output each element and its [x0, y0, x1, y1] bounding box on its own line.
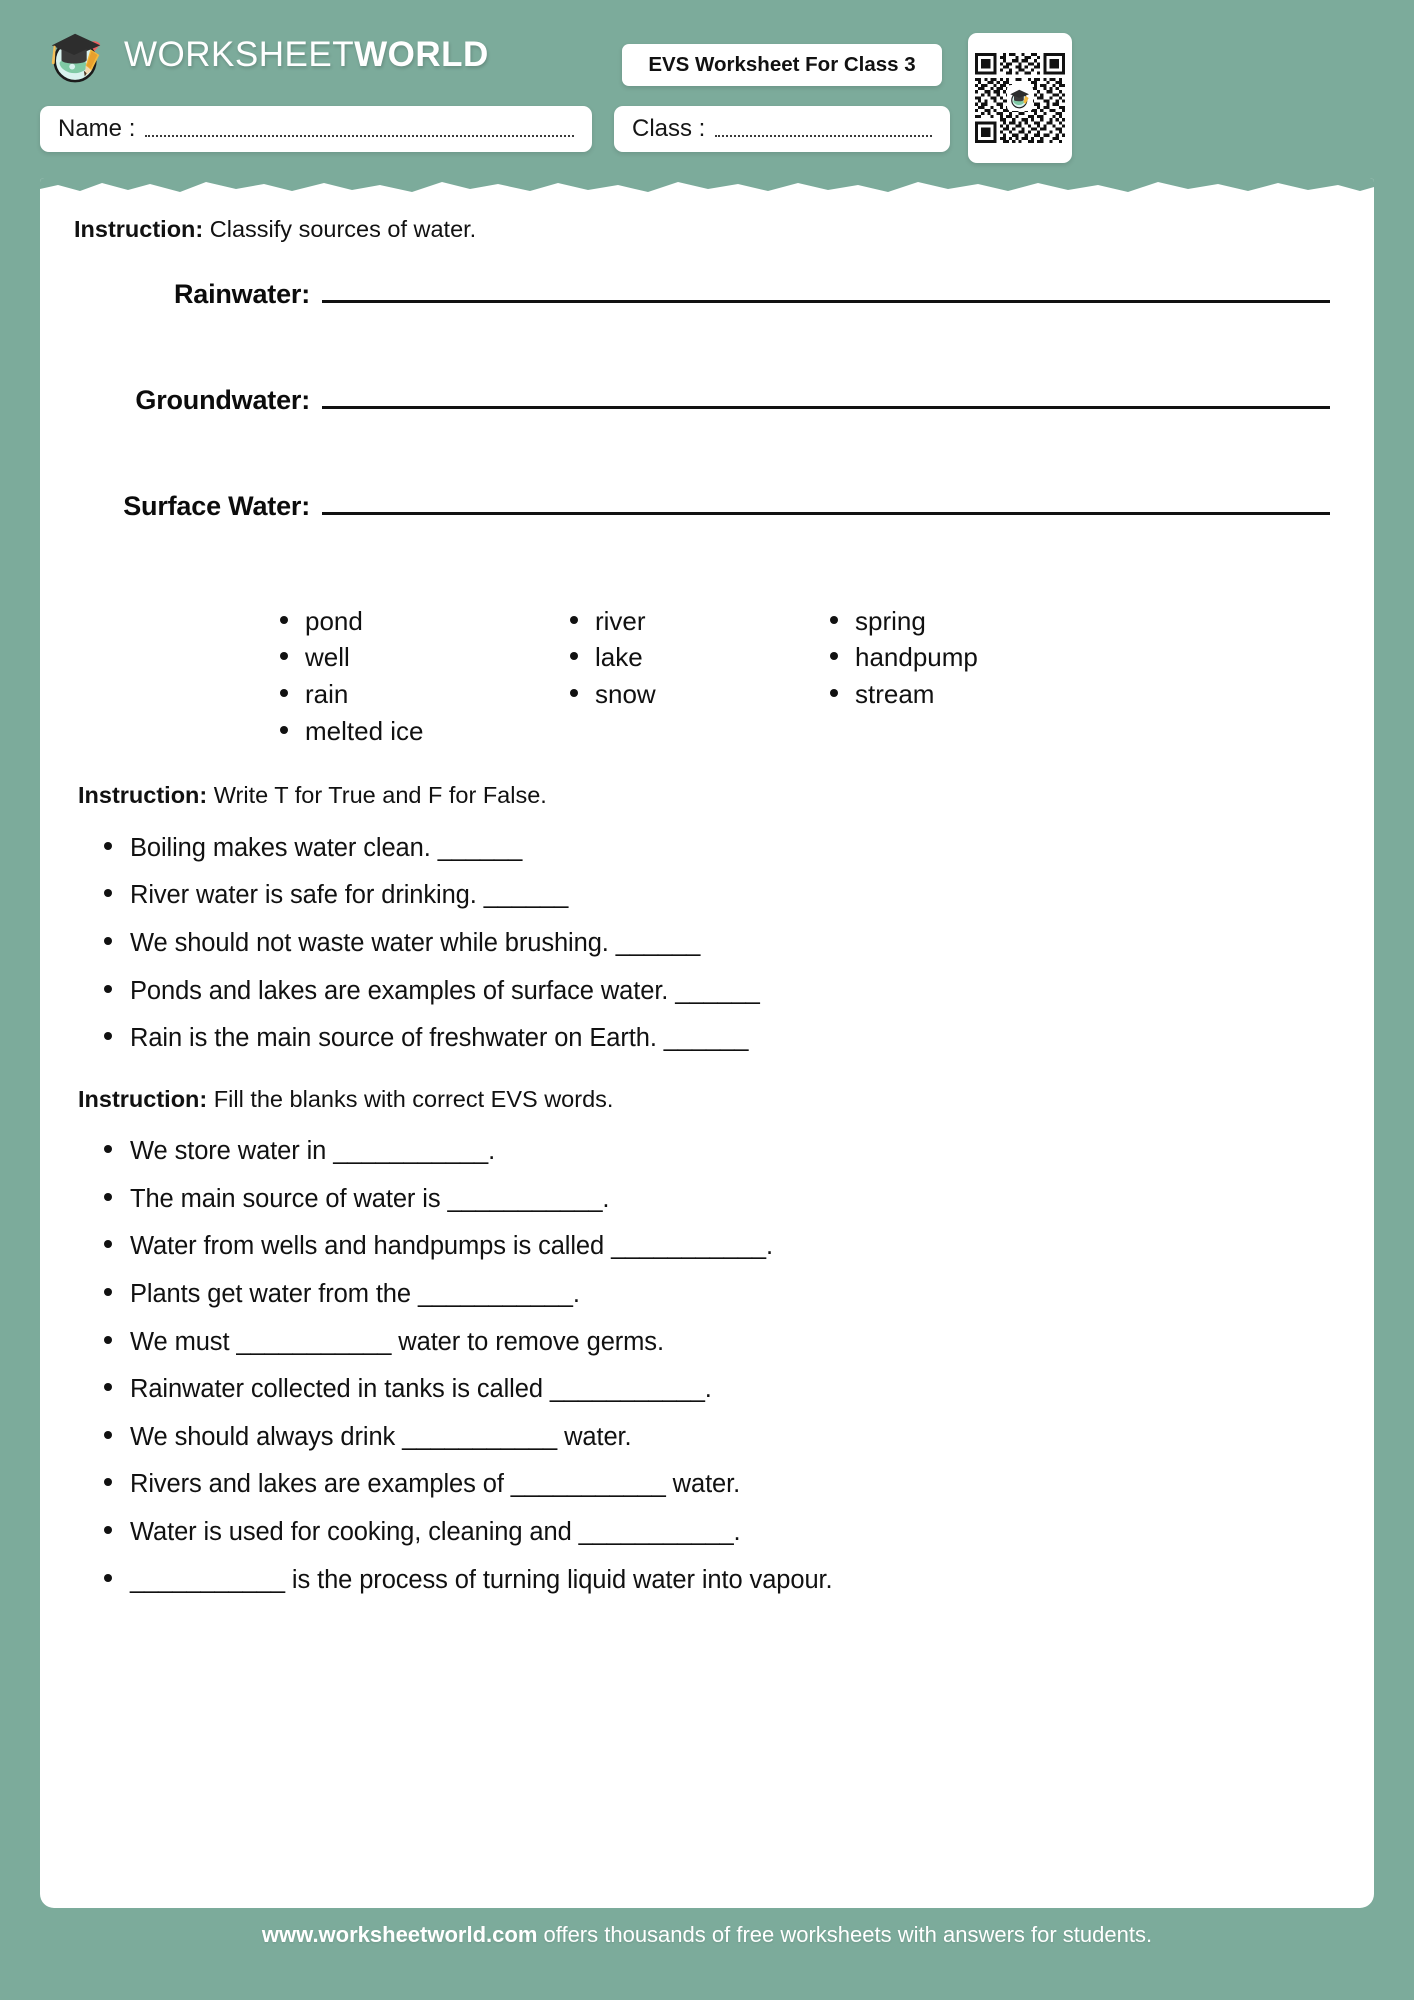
truefalse-item-text: River water is safe for drinking. ______ — [130, 881, 569, 910]
instruction-classify — [74, 214, 1340, 245]
fillblank-item[interactable] — [104, 1327, 1340, 1358]
instruction-fillblanks-text: Fill the blanks with correct EVS words. — [213, 1085, 614, 1112]
bullet-icon — [104, 1193, 112, 1201]
instruction-fillblanks — [78, 1084, 1340, 1115]
bullet-icon — [280, 652, 288, 660]
fillblank-item[interactable] — [104, 1184, 1340, 1215]
bullet-icon — [104, 1336, 112, 1344]
fillblank-item-text: Water from wells and handpumps is called ___________. — [130, 1232, 773, 1261]
word-bank-column-1 — [280, 603, 570, 751]
word-bank-label: pond — [305, 605, 363, 636]
bullet-icon — [280, 689, 288, 697]
qr-code[interactable] — [968, 33, 1072, 163]
bullet-icon — [104, 1478, 112, 1486]
word-bank-item[interactable] — [830, 603, 1120, 640]
fillblank-item[interactable] — [104, 1469, 1340, 1500]
instruction-classify-key: Instruction: — [74, 216, 204, 242]
brand-title-first: WORKSHEET — [124, 35, 355, 74]
student-fields — [40, 106, 950, 152]
bullet-icon — [830, 689, 838, 697]
qr-embedded-logo-icon — [1007, 85, 1033, 111]
sheet-body — [40, 178, 1374, 1595]
word-bank-label: stream — [855, 679, 935, 710]
word-bank — [74, 603, 1340, 751]
truefalse-item-text: We should not waste water while brushing. ______ — [130, 928, 701, 957]
fillblank-item-text: Water is used for cooking, cleaning and ___________. — [130, 1517, 741, 1546]
word-bank-item[interactable] — [280, 603, 570, 640]
fillblank-item-text: Plants get water from the ___________. — [130, 1280, 580, 1309]
word-bank-label: rain — [305, 679, 349, 710]
classify-label-surfacewater: Surface Water: — [123, 490, 310, 521]
brand-title — [124, 35, 489, 75]
fillblank-item[interactable] — [104, 1517, 1340, 1548]
bullet-icon — [104, 985, 112, 993]
fillblank-item-text: ___________ is the process of turning liquid water into vapour. — [130, 1565, 833, 1594]
bullet-icon — [104, 1032, 112, 1040]
word-bank-item[interactable] — [570, 603, 830, 640]
classify-row-rainwater — [74, 279, 1340, 385]
bullet-icon — [280, 616, 288, 624]
bullet-icon — [104, 1145, 112, 1153]
page-footer — [0, 1908, 1414, 2000]
fillblank-item-text: We must ___________ water to remove germs. — [130, 1327, 664, 1356]
worksheet-title-pill — [622, 44, 942, 86]
bullet-icon — [830, 616, 838, 624]
word-bank-item[interactable] — [280, 713, 570, 750]
bullet-icon — [104, 1288, 112, 1296]
truefalse-item[interactable] — [104, 976, 1340, 1007]
bullet-icon — [570, 689, 578, 697]
truefalse-item-text: Ponds and lakes are examples of surface water. ______ — [130, 976, 760, 1005]
worksheet-sheet — [40, 178, 1374, 1908]
bullet-icon — [104, 1240, 112, 1248]
instruction-truefalse-key: Instruction: — [78, 782, 208, 809]
classify-row-surfacewater — [74, 491, 1340, 597]
word-bank-label: snow — [595, 679, 656, 710]
bullet-icon — [104, 1574, 112, 1582]
fillblanks-list — [74, 1136, 1340, 1595]
word-bank-item[interactable] — [570, 639, 830, 676]
word-bank-label: well — [305, 642, 350, 673]
classify-answer-groundwater[interactable] — [322, 387, 1330, 409]
fillblank-item[interactable] — [104, 1136, 1340, 1167]
instruction-fillblanks-key: Instruction: — [78, 1085, 208, 1112]
fillblank-item-text: We store water in ___________. — [130, 1137, 496, 1166]
fillblanks-section — [74, 1084, 1340, 1595]
truefalse-item[interactable] — [104, 880, 1340, 911]
truefalse-item[interactable] — [104, 1023, 1340, 1054]
fillblank-item[interactable] — [104, 1422, 1340, 1453]
word-bank-label: melted ice — [305, 716, 424, 747]
truefalse-item-text: Rain is the main source of freshwater on Earth. ______ — [130, 1024, 749, 1053]
fillblank-item[interactable] — [104, 1565, 1340, 1596]
name-field[interactable] — [40, 106, 592, 152]
word-bank-item[interactable] — [280, 639, 570, 676]
bullet-icon — [104, 842, 112, 850]
bullet-icon — [104, 937, 112, 945]
classify-row-groundwater — [74, 385, 1340, 491]
bullet-icon — [280, 726, 288, 734]
worksheet-title: EVS Worksheet For Class 3 — [648, 53, 916, 76]
truefalse-item[interactable] — [104, 928, 1340, 959]
truefalse-item[interactable] — [104, 833, 1340, 864]
classify-label-groundwater: Groundwater: — [135, 384, 310, 415]
brand-title-second: WORLD — [354, 35, 489, 74]
truefalse-section — [74, 780, 1340, 1054]
class-field-input[interactable] — [715, 135, 932, 137]
name-field-label: Name : — [58, 115, 136, 142]
bullet-icon — [104, 1383, 112, 1391]
truefalse-item-text: Boiling makes water clean. ______ — [130, 833, 523, 862]
classify-block — [74, 279, 1340, 597]
word-bank-item[interactable] — [830, 639, 1120, 676]
word-bank-label: lake — [595, 642, 643, 673]
fillblank-item-text: Rainwater collected in tanks is called ___________. — [130, 1375, 712, 1404]
bullet-icon — [104, 889, 112, 897]
word-bank-column-2 — [570, 603, 830, 751]
word-bank-label: river — [595, 605, 646, 636]
fillblank-item-text: Rivers and lakes are examples of ___________ water. — [130, 1470, 741, 1499]
bullet-icon — [570, 652, 578, 660]
fillblank-item[interactable] — [104, 1279, 1340, 1310]
footer-url[interactable]: www.worksheetworld.com — [261, 1922, 538, 1947]
fillblank-item-text: The main source of water is ___________. — [130, 1184, 610, 1213]
bullet-icon — [570, 616, 578, 624]
word-bank-item[interactable] — [280, 676, 570, 713]
word-bank-item[interactable] — [830, 676, 1120, 713]
word-bank-column-3 — [830, 603, 1120, 751]
bullet-icon — [830, 652, 838, 660]
bullet-icon — [104, 1431, 112, 1439]
page-header — [0, 0, 1414, 176]
class-field-label: Class : — [632, 115, 706, 142]
classify-answer-rainwater[interactable] — [322, 281, 1330, 303]
fillblank-item[interactable] — [104, 1374, 1340, 1405]
classify-label-rainwater: Rainwater: — [173, 278, 310, 309]
classify-answer-surfacewater[interactable] — [322, 493, 1330, 515]
footer-text — [262, 1922, 1152, 1948]
class-field[interactable] — [614, 106, 950, 152]
truefalse-list — [74, 833, 1340, 1054]
instruction-truefalse — [78, 780, 1340, 811]
bullet-icon — [104, 1526, 112, 1534]
name-field-input[interactable] — [145, 135, 574, 137]
instruction-truefalse-text: Write T for True and F for False. — [213, 782, 547, 809]
fillblank-item[interactable] — [104, 1231, 1340, 1262]
word-bank-label: spring — [855, 605, 926, 636]
word-bank-item[interactable] — [570, 676, 830, 713]
instruction-classify-text: Classify sources of water. — [209, 216, 477, 242]
fillblank-item-text: We should always drink ___________ water. — [130, 1422, 632, 1451]
graduation-cap-pencil-logo-icon — [46, 24, 108, 86]
word-bank-label: handpump — [855, 642, 978, 673]
footer-tagline: offers thousands of free worksheets with answers for students. — [537, 1922, 1153, 1947]
